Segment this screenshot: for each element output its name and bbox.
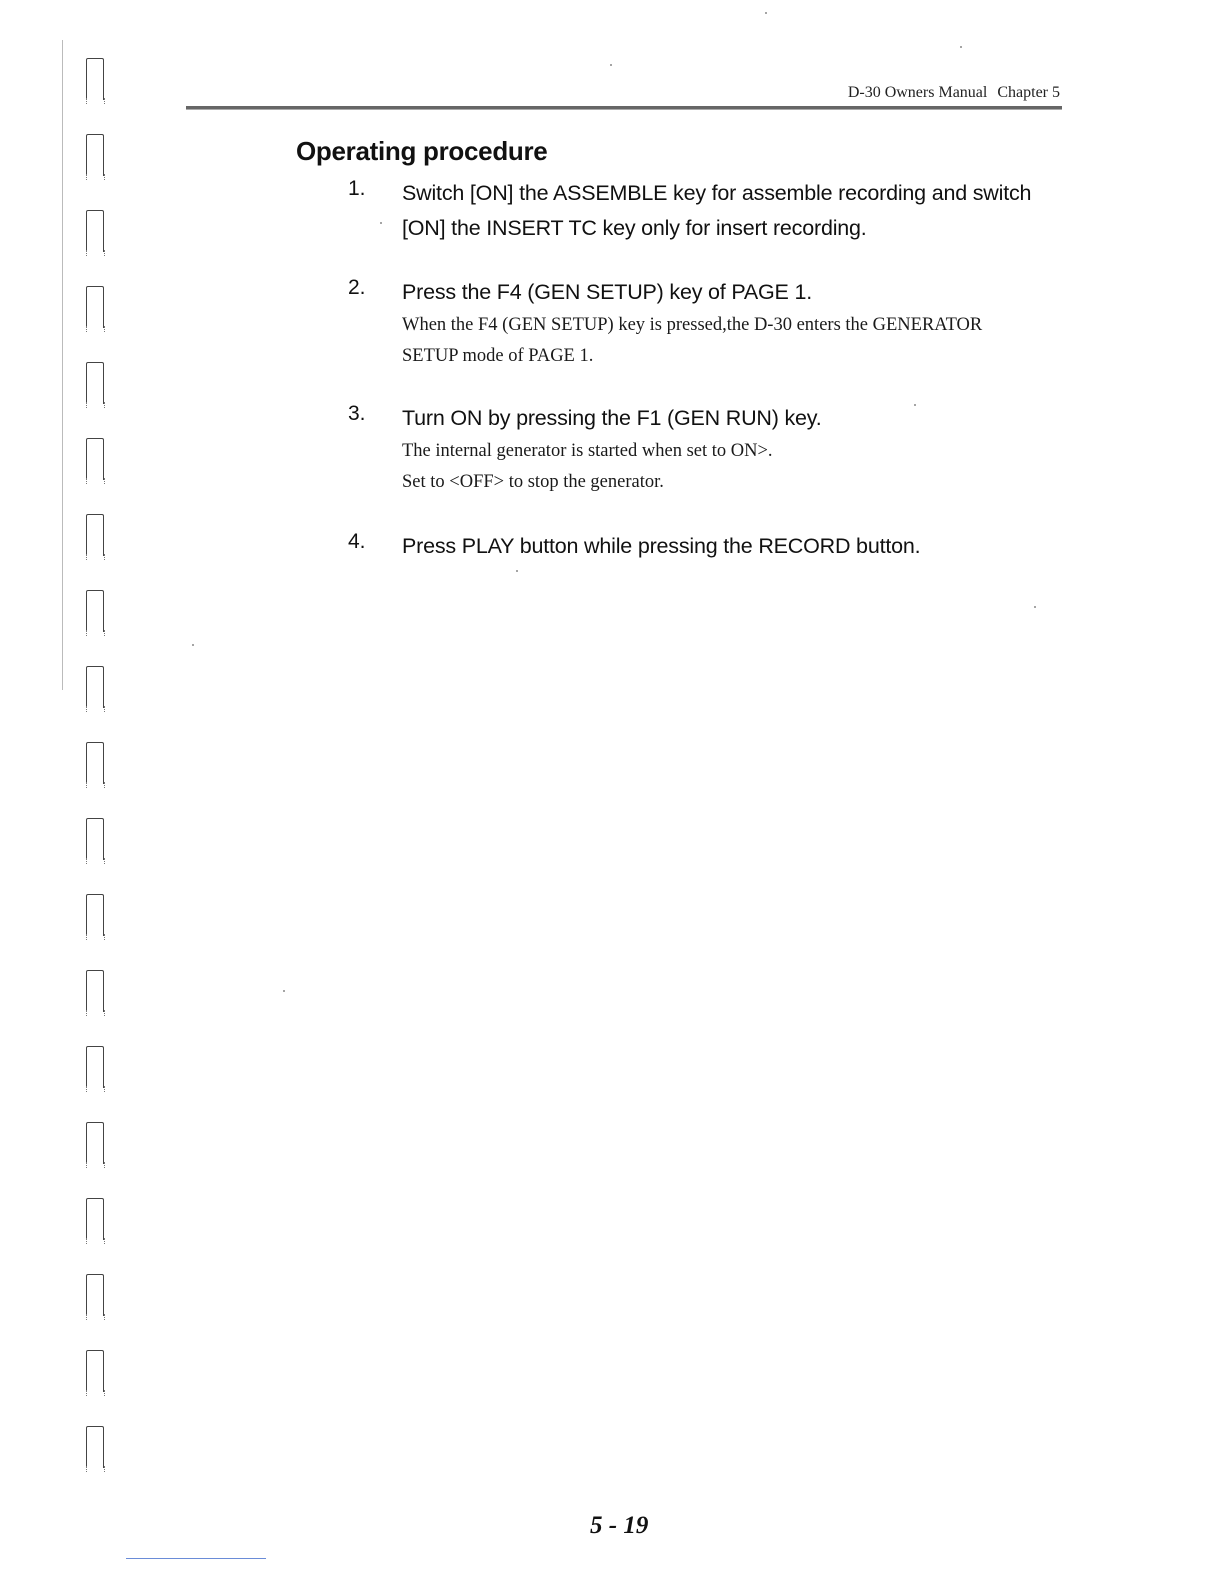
- scan-speck: [914, 404, 916, 406]
- step-instruction-line: Press PLAY button while pressing the RECORD button.: [402, 534, 921, 558]
- step-instruction-line: Turn ON by pressing the F1 (GEN RUN) key.: [402, 406, 822, 430]
- binder-hole: [86, 1046, 104, 1088]
- scan-speck: [380, 222, 382, 224]
- step-note: [402, 436, 1082, 498]
- step-instruction: [402, 275, 1072, 310]
- step-note-line: SETUP mode of PAGE 1.: [402, 346, 594, 366]
- step-instruction: [402, 401, 1072, 436]
- step-number: 1.: [348, 177, 366, 200]
- step-instruction-line: Switch [ON] the ASSEMBLE key for assemble recording and switch: [402, 181, 1032, 205]
- margin-line: [62, 40, 63, 690]
- scan-speck: [192, 644, 194, 646]
- step-instruction: [402, 529, 1072, 564]
- step-note-line: Set to <OFF> to stop the generator.: [402, 472, 664, 492]
- scan-speck: [283, 990, 285, 992]
- binder-hole: [86, 134, 104, 176]
- binder-hole: [86, 1274, 104, 1316]
- binder-hole: [86, 1426, 104, 1468]
- page-number: 5 - 19: [590, 1512, 649, 1539]
- binder-hole: [86, 58, 104, 100]
- section-title: Operating procedure: [296, 136, 548, 166]
- scan-speck: [516, 570, 518, 572]
- binder-hole: [86, 1350, 104, 1392]
- binder-hole: [86, 894, 104, 936]
- manual-title: D-30 Owners Manual: [847, 84, 988, 101]
- step-number: 3.: [348, 402, 366, 425]
- header-text: [848, 84, 1060, 102]
- chapter-label: Chapter 5: [997, 84, 1060, 101]
- binder-hole: [86, 970, 104, 1012]
- scan-speck: [765, 12, 767, 14]
- binder-hole: [86, 1198, 104, 1240]
- step-note: [402, 310, 1082, 372]
- binder-hole: [86, 362, 104, 404]
- step-instruction-line: [ON] the INSERT TC key only for insert recording.: [402, 216, 867, 240]
- binder-hole: [86, 666, 104, 708]
- step-note-line: When the F4 (GEN SETUP) key is pressed,the D-30 enters the GENERATOR: [402, 315, 983, 335]
- binder-holes: [86, 58, 106, 1502]
- binder-hole: [86, 210, 104, 252]
- scan-speck: [960, 46, 962, 48]
- header-rule: [186, 106, 1062, 110]
- binder-hole: [86, 1122, 104, 1164]
- step-number: 4.: [348, 530, 366, 553]
- step-instruction: [402, 176, 1072, 246]
- binder-hole: [86, 514, 104, 556]
- page-header: [186, 84, 1062, 114]
- binder-hole: [86, 438, 104, 480]
- binder-hole: [86, 742, 104, 784]
- step-number: 2.: [348, 276, 366, 299]
- scan-speck: [610, 64, 612, 66]
- binder-hole: [86, 590, 104, 632]
- footer-line: [126, 1558, 266, 1559]
- scan-speck: [1034, 606, 1036, 608]
- binder-hole: [86, 286, 104, 328]
- step-note-line: The internal generator is started when set to ON>.: [402, 441, 773, 461]
- binder-hole: [86, 818, 104, 860]
- step-instruction-line: Press the F4 (GEN SETUP) key of PAGE 1.: [402, 280, 812, 304]
